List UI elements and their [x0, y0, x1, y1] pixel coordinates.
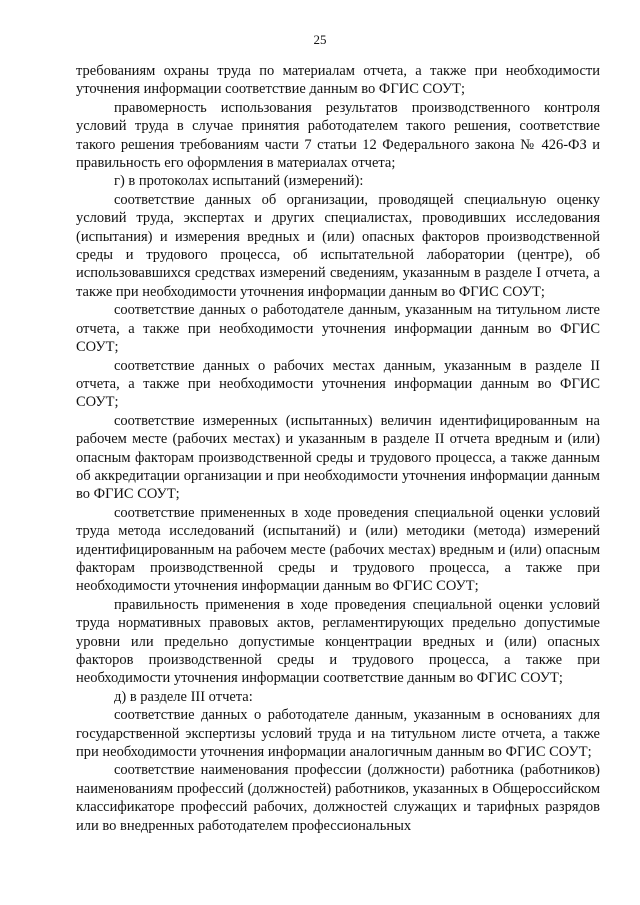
paragraph-1: требованиям охраны труда по материалам отчета, а также при необходимости уточнения информации соответствие данным во ФГИС СОУТ;	[76, 63, 600, 98]
paragraph-4: соответствие данных об организации, проводящей специальную оценку условий труда, экспертах и других специалистах, проводивших исследования (испытания) и измерения вредных и (или) опасных факторов производственной среды и трудового процесса, об испытательной лаборатории (центре), об использовавшихся средствах измерений сведениям, указанным в разделе I отчета, а также при необходимости уточнения информации данным во ФГИС СОУТ;	[76, 191, 600, 300]
document-body	[76, 62, 600, 835]
paragraph-3: г) в протоколах испытаний (измерений):	[114, 173, 364, 190]
paragraph-11: соответствие данных о работодателе данным, указанным в основаниях для государственной экспертизы условий труда и на титульном листе отчета, а также при необходимости уточнения информации аналогичным данным во ФГИС СОУТ;	[76, 707, 600, 761]
paragraph-7: соответствие измеренных (испытанных) величин идентифицированным на рабочем месте (рабочих местах) и указанным в разделе II отчета вредным и (или) опасным факторам производственной среды и трудового процесса, а также данным об аккредитации организации и при необходимости уточнения информации данным во ФГИС СОУТ;	[76, 412, 600, 503]
paragraph-9: правильность применения в ходе проведения специальной оценки условий труда нормативных правовых актов, регламентирующих предельно допустимые уровни или предельно допустимые концентрации вредных и (или) опасных факторов производственной среды и трудового процесса, а также при необходимости уточнения информации соответствие данным во ФГИС СОУТ;	[76, 596, 600, 687]
paragraph-5: соответствие данных о работодателе данным, указанным на титульном листе отчета, а также при необходимости уточнения информации данным во ФГИС СОУТ;	[76, 302, 600, 356]
paragraph-2: правомерность использования результатов производственного контроля условий труда в случае принятия работодателем такого решения, соответствие такого решения требованиям части 7 статьи 12 Федерального закона № 426-ФЗ и правильность его оформления в материалах отчета;	[76, 99, 600, 172]
paragraph-12: соответствие наименования профессии (должности) работника (работников) наименованиям профессий (должностей) работников, указанных в Общероссийском классификаторе профессий рабочих, должностей служащих и тарифных разрядов или во внедренных работодателем профессиональных	[76, 762, 600, 834]
paragraph-6: соответствие данных о рабочих местах данным, указанным в разделе II отчета, а также при необходимости уточнения информации данным во ФГИС СОУТ;	[76, 357, 600, 411]
paragraph-8: соответствие примененных в ходе проведения специальной оценки условий труда метода исследований (испытаний) и (или) методики (метода) измерений идентифицированным на рабочем месте (рабочих местах) вредным и (или) опасным факторам производственной среды и трудового процесса, а также при необходимости уточнения информации данным во ФГИС СОУТ;	[76, 504, 600, 595]
paragraph-10: д) в разделе III отчета:	[114, 688, 253, 705]
page-number: 25	[313, 32, 327, 47]
